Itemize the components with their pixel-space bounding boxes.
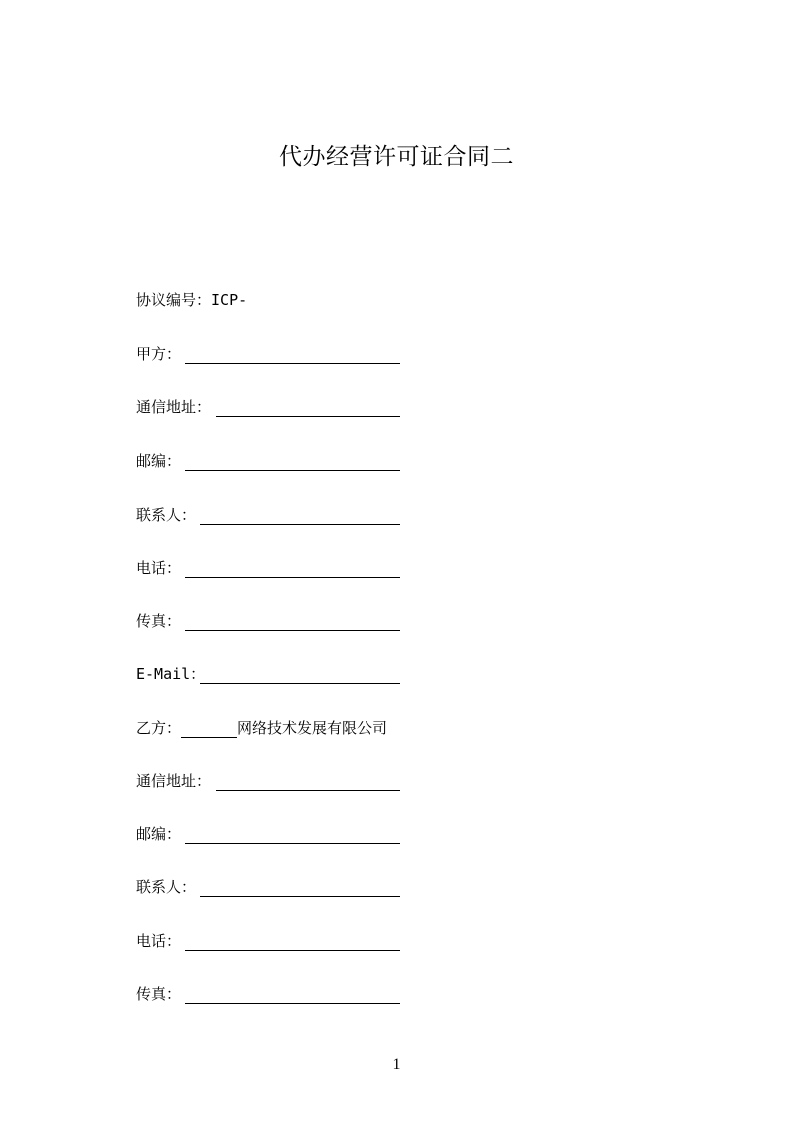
party-b-fax-blank [185,1003,400,1004]
party-a-contact-blank [200,524,400,525]
party-a-name-label: 甲方： [136,345,182,363]
party-b-fax-line [136,983,400,1005]
document-title: 代办经营许可证合同二 [279,144,514,170]
party-a-address-line [136,396,400,418]
party-b-phone-blank [185,950,400,951]
party-a-address-label: 通信地址： [136,398,212,416]
party-b-name-blank [181,737,237,738]
party-b-name-label: 乙方： [136,719,182,737]
party-a-email-line [136,663,400,685]
party-b-phone-line [136,930,400,952]
page-number: 1 [392,1056,401,1073]
party-b-fax-label: 传真： [136,985,182,1003]
party-b-contact-label: 联系人： [136,878,197,896]
party-b-address-label: 通信地址： [136,772,212,790]
party-a-address-blank [216,416,400,417]
party-a-phone-line [136,557,400,579]
party-a-contact-line [136,504,400,526]
party-a-fax-blank [185,630,400,631]
party-b-contact-line [136,876,400,898]
party-a-postcode-blank [185,470,400,471]
party-a-email-label: E-Mail： [136,665,206,683]
party-b-name-line [136,717,400,739]
party-b-name-blank-wrap [181,717,237,739]
party-b-address-line [136,770,400,792]
party-a-postcode-line [136,450,400,472]
party-a-name-blank [185,363,400,364]
agreement-number-value: ICP- [211,291,248,309]
party-a-phone-label: 电话： [136,559,182,577]
party-a-email-blank [200,683,400,684]
party-b-name-suffix: 网络技术发展有限公司 [237,719,388,737]
party-a-fax-line [136,610,400,632]
party-b-postcode-line [136,823,400,845]
party-a-fax-label: 传真： [136,612,182,630]
party-b-postcode-label: 邮编： [136,825,182,843]
party-b-address-blank [216,790,400,791]
party-a-contact-label: 联系人： [136,506,197,524]
party-a-name-line [136,343,400,365]
agreement-number-line [136,289,247,311]
party-b-contact-blank [200,896,400,897]
party-b-phone-label: 电话： [136,932,182,950]
party-b-postcode-blank [185,843,400,844]
agreement-number-label: 协议编号： [136,291,212,309]
party-a-postcode-label: 邮编： [136,452,182,470]
party-a-phone-blank [185,577,400,578]
